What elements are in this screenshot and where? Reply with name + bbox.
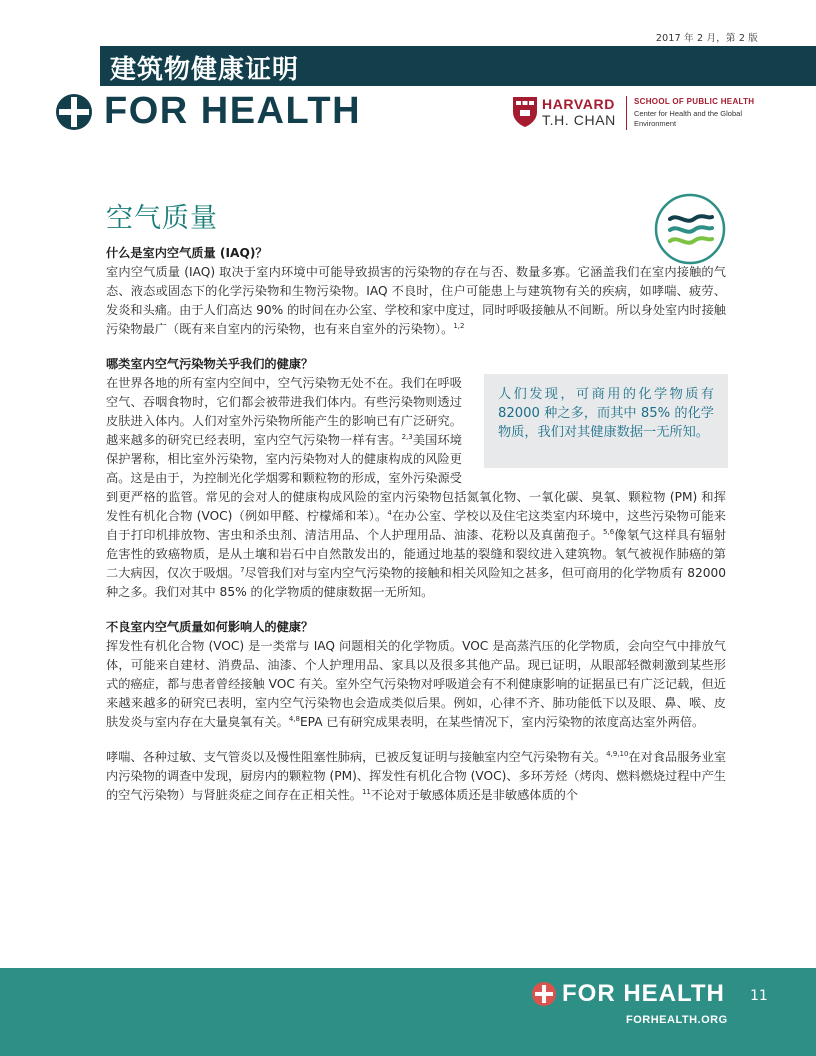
section-title: 空气质量 — [106, 203, 218, 234]
harvard-name: HARVARD — [542, 96, 615, 112]
q4-paragraph: 哮喘、各种过敏、支气管炎以及慢性阻塞性肺病，已被反复证明与接触室内空气污染物有关。$^{4,9,10}$在对食品服务业室内污染物的调查中发现，厨房内的颗粒物 (PM)、挥发性有机化合物 (VOC)、多环芳烃（烤肉、燃料燃烧过程中产生的空气污染物）与肾脏炎症之间存在正相关性。$^{11}$不论对于敏感体质还是非敏感体质的个 — [106, 749, 727, 802]
q2-heading: 哪类室内空气污染物关乎我们的健康？ — [106, 357, 314, 371]
harvard-shield-icon — [512, 96, 538, 128]
footer-url-link[interactable]: FORHEALTH.ORG — [626, 1014, 728, 1026]
callout-box: 人们发现，可商用的化学物质有 82000 种之多，而其中 85% 的化学物质，我们对其健康数据一无所知。 — [484, 374, 728, 468]
citation: 4 — [387, 508, 392, 517]
date-edition: 2017 年 2 月，第 2 版 — [655, 33, 758, 44]
q3-heading: 不良室内空气质量如何影响人的健康？ — [106, 620, 314, 634]
citation: 2,3 — [401, 432, 413, 441]
q3-paragraph: 挥发性有机化合物 (VOC) 是一类常与 IAQ 问题相关的化学物质。VOC 是高蒸汽压的化学物质，会向空气中排放气体，可能来自建材、消费品、油漆、个人护理用品、家具以及很多其他产品。现已证明，从眼部轻微刺激到某些形式的癌症，都与患者曾经接触 VOC 有关。室外空气污染物对呼吸道会有不利健康影响的证据虽已有广泛记载，但近来越来越多的研究已表明，室内空气污染物也会造成类似后果。例如，心律不齐、肺功能低下以及眼、鼻、喉、皮肤发炎与室内存在大量臭氧有关。$^{4,8}$EPA 已有研究成果表明，在某些情况下，室内污染物的浓度高达室外两倍。 — [106, 639, 726, 729]
school-name: SCHOOL OF PUBLIC HEALTH — [634, 97, 755, 106]
center-name: Center for Health and the Global Environment — [634, 109, 742, 128]
citation: 4,9,10 — [606, 749, 629, 758]
series-title: 建筑物健康证明 — [110, 55, 300, 85]
plus-circle-icon — [532, 982, 556, 1006]
footer-brand: FOR HEALTH — [562, 980, 725, 1007]
citation: 7 — [240, 565, 245, 574]
citation: 5,6 — [603, 527, 615, 536]
plus-circle-icon — [56, 94, 92, 130]
citation: 11 — [361, 787, 371, 796]
chan-name: T.H. CHAN — [542, 112, 616, 128]
footer-band — [0, 968, 816, 1056]
citation: 1,2 — [453, 321, 465, 330]
logo-divider — [626, 96, 627, 130]
q1-paragraph: 室内空气质量 (IAQ) 取决于室内环境中可能导致损害的污染物的存在与否、数量多寡。它涵盖我们在室内接触的气态、液态或固态下的化学污染物和生物污染物。IAQ 不良时，住户可能患上与建筑物有关的疾病，如哮喘、疲劳、发炎和头痛。由于人们高达 90% 的时间在办公室、学校和家中度过，同时呼吸接触从不间断。所以身处室内时接触污染物最广（既有来自室内的污染物，也有来自室外的污染物）。$^{1,2}$ — [106, 265, 726, 336]
q2-paragraph: 人们发现，可商用的化学物质有 82000 种之多，而其中 85% 的化学物质，我们对其健康数据一无所知。 在世界各地的所有室内空间中，空气污染物无处不在。我们在呼吸空气、吞咽食物时，它们都会被带进我们体内。有些污染物则透过皮肤进入体内。人们对室外污染物所能产生的影响已有广泛研究。越来越多的研究已经表明，室内空气污染物一样有害。$^{2,3}$美国环境保护署称，相比室外污染物，室内污染物对人的健康构成的风险更高。这是由于，为控制光化学烟雾和颗粒物的形成，室外污染源受到更严格的监管。常见的会对人的健康构成风险的室内污染物包括氮氧化物、一氧化碳、臭氧、颗粒物 (PM) 和挥发性有机化合物 (VOC)（例如甲醛、柠檬烯和苯）。$^4$在办公室、学校以及住宅这类室内环境中，这些污染物可能来自于打印机排放物、害虫和杀虫剂、清洁用品、个人护理用品、油漆、花粉以及真菌孢子。$^{5,6}$像氡气这样具有辐射危害性的致癌物质，是从土壤和岩石中自然散发出的，能通过地基的裂缝和裂纹进入建筑物。氡气被视作肺癌的第二大病因，仅次于吸烟。$^7$尽管我们对与室内空气污染物的接触和相关风险知之甚多，但可商用的化学物质有 82000 种之多。我们对其中 85% 的化学物质的健康数据一无所知。 — [106, 376, 727, 599]
brand-name: FOR HEALTH — [104, 90, 362, 132]
harvard-logo — [512, 94, 772, 134]
citation: 4,8 — [288, 714, 300, 723]
page-number: 11 — [750, 988, 768, 1004]
q1-heading: 什么是室内空气质量 (IAQ)？ — [106, 246, 268, 260]
main-content — [106, 244, 726, 805]
